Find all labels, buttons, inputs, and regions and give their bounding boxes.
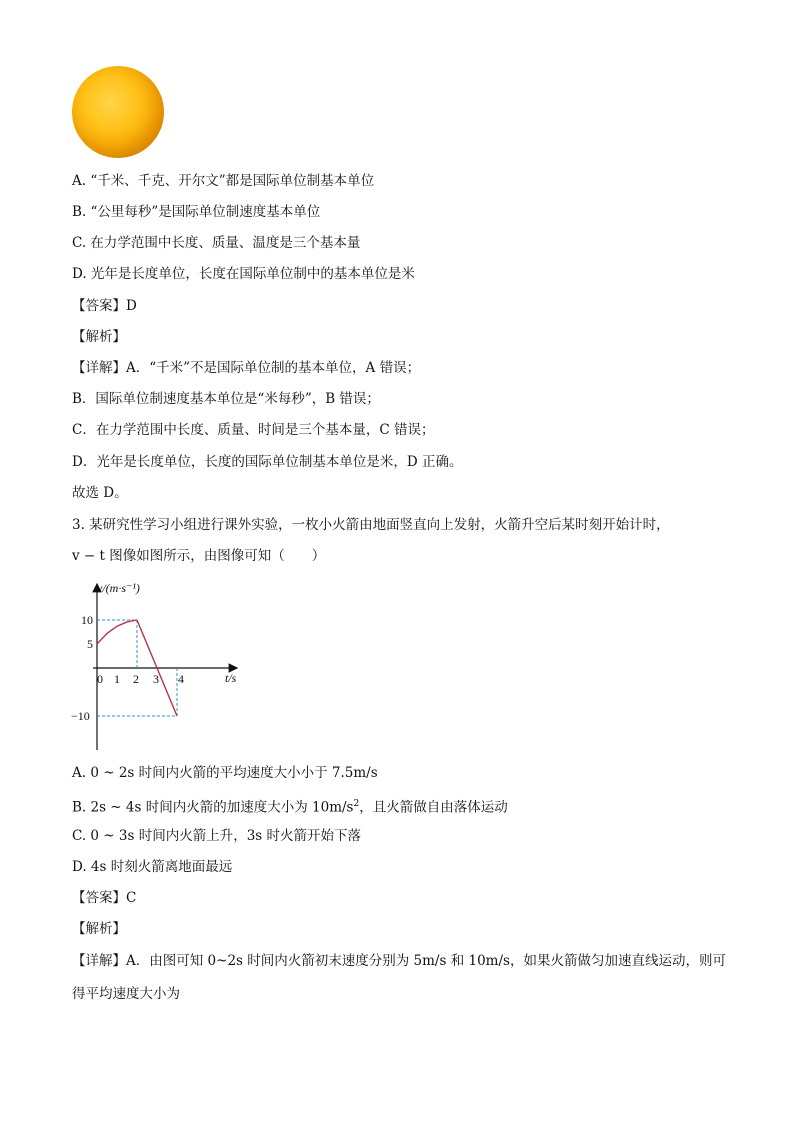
y-tick-label: 5 — [87, 637, 93, 651]
q3-option-b-main: B. 2s ~ 4s 时间内火箭的加速度大小为 10m/s — [72, 799, 354, 816]
q3-option-c: C. 0 ~ 3s 时间内火箭上升，3s 时火箭开始下落 — [72, 828, 362, 844]
x-tick-label: 3 — [153, 672, 159, 686]
q3-option-b — [72, 795, 508, 817]
q2-answer: 【答案】D — [72, 298, 137, 314]
q3-option-d: D. 4s 时刻火箭离地面最远 — [72, 859, 233, 875]
q2-analysis-label: 【解析】 — [72, 329, 126, 345]
q3-detail-line: 得平均速度大小为 — [72, 986, 180, 1002]
q2-option-b: B. “公里每秒”是国际单位制速度基本单位 — [72, 204, 321, 220]
x-tick-label: 0 — [97, 672, 103, 686]
q2-detail-line: C．在力学范围中长度、质量、时间是三个基本量，C 错误； — [72, 422, 435, 438]
q3-analysis-label: 【解析】 — [72, 921, 126, 937]
x-axis-label: t/s — [225, 671, 237, 685]
q3-option-b-tail: ，且火箭做自由落体运动 — [359, 799, 508, 816]
q2-option-d: D. 光年是长度单位，长度在国际单位制中的基本单位是米 — [72, 266, 415, 282]
y-tick-label: −10 — [71, 709, 90, 723]
x-tick-label: 2 — [133, 672, 139, 686]
q3-option-a: A. 0 ~ 2s 时间内火箭的平均速度大小小于 7.5m/s — [72, 765, 378, 781]
q2-option-a: A. “千米、千克、开尔文”都是国际单位制基本单位 — [72, 173, 375, 189]
y-axis-label: v/(m·s⁻¹) — [97, 581, 140, 595]
q2-conclusion: 故选 D。 — [72, 485, 128, 501]
x-tick-label: 4 — [178, 672, 184, 686]
series-curve-0-2s — [97, 620, 137, 644]
q2-detail-line: B．国际单位制速度基本单位是“米每秒”，B 错误； — [72, 391, 380, 407]
q3-detail-line: 【详解】A．由图可知 0~2s 时间内火箭初末速度分别为 5m/s 和 10m/s，如果火箭做匀加速直线运动，则可 — [72, 953, 726, 969]
q3-stem-line: v − t 图像如图所示，由图像可知（ ） — [72, 548, 326, 564]
q2-detail-line: D．光年是长度单位，长度的国际单位制基本单位是米，D 正确。 — [72, 454, 463, 470]
q3-answer: 【答案】C — [72, 890, 137, 906]
q2-option-c: C. 在力学范围中长度、质量、温度是三个基本量 — [72, 235, 361, 251]
q3-option-b-superscript: 2 — [353, 799, 360, 809]
q2-detail-line: 【详解】A．“千米”不是国际单位制的基本单位，A 错误； — [72, 360, 421, 376]
sun-image — [72, 66, 164, 158]
y-tick-label: 10 — [81, 613, 93, 627]
q3-stem-line: 3. 某研究性学习小组进行课外实验，一枚小火箭由地面竖直向上发射，火箭升空后某时刻开始计时， — [72, 517, 670, 533]
x-tick-label: 1 — [114, 672, 120, 686]
vt-graph — [71, 578, 250, 757]
